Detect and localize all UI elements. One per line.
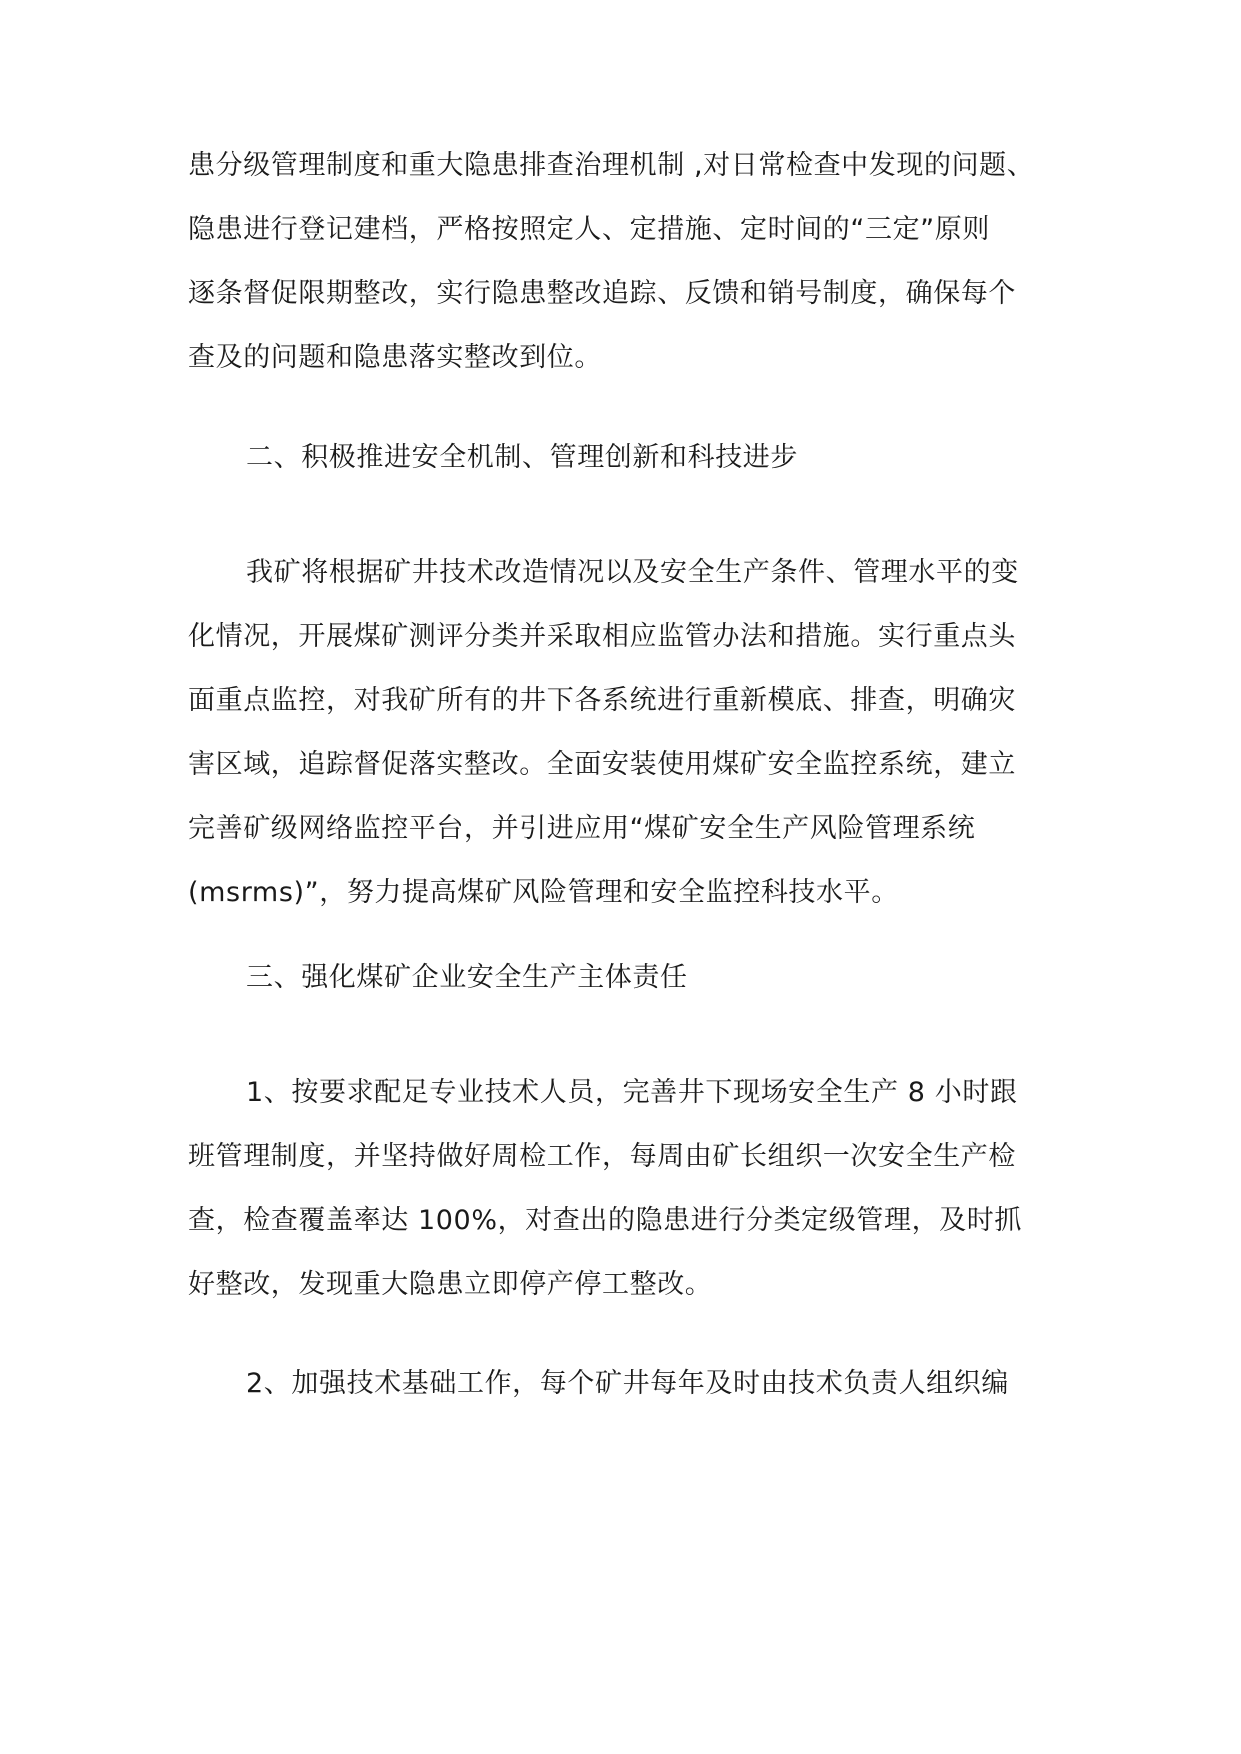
text-line: 查及的问题和隐患落实整改到位。 bbox=[188, 342, 602, 373]
text-line: 2、加强技术基础工作，每个矿井每年及时由技术负责人组织编 bbox=[246, 1368, 1009, 1399]
text-line: 好整改，发现重大隐患立即停产停工整改。 bbox=[188, 1269, 713, 1300]
paragraph-responsibility-1 bbox=[188, 1061, 1058, 1317]
text-line: 害区域，追踪督促落实整改。全面安装使用煤矿安全监控系统，建立 bbox=[188, 749, 1016, 780]
section-heading: 二、积极推进安全机制、管理创新和科技进步 bbox=[246, 442, 798, 473]
paragraph-hazard-management bbox=[188, 134, 1058, 390]
section-heading: 三、强化煤矿企业安全生产主体责任 bbox=[246, 962, 688, 993]
text-line: 查，检查覆盖率达 100%，对查出的隐患进行分类定级管理，及时抓 bbox=[188, 1205, 1022, 1236]
text-line: 面重点监控，对我矿所有的井下各系统进行重新模底、排查，明确灾 bbox=[188, 685, 1016, 716]
text-line: 化情况，开展煤矿测评分类并采取相应监管办法和措施。实行重点头 bbox=[188, 621, 1016, 652]
text-line: (msrms)”，努力提高煤矿风险管理和安全监控科技水平。 bbox=[188, 877, 899, 908]
text-line: 患分级管理制度和重大隐患排查治理机制 ,对日常检查中发现的问题、 bbox=[188, 150, 1035, 181]
text-line: 班管理制度，并坚持做好周检工作，每周由矿长组织一次安全生产检 bbox=[188, 1141, 1016, 1172]
text-line: 完善矿级网络监控平台，并引进应用“煤矿安全生产风险管理系统 bbox=[188, 813, 976, 844]
text-line: 我矿将根据矿井技术改造情况以及安全生产条件、管理水平的变 bbox=[246, 557, 1019, 588]
section-heading-2 bbox=[188, 426, 1058, 490]
paragraph-responsibility-2 bbox=[188, 1352, 1058, 1416]
text-line: 隐患进行登记建档，严格按照定人、定措施、定时间的“三定”原则 bbox=[188, 214, 990, 245]
text-line: 1、按要求配足专业技术人员，完善井下现场安全生产 8 小时跟 bbox=[246, 1077, 1018, 1108]
paragraph-safety-innovation bbox=[188, 541, 1058, 925]
text-line: 逐条督促限期整改，实行隐患整改追踪、反馈和销号制度，确保每个 bbox=[188, 278, 1016, 309]
section-heading-3 bbox=[188, 946, 1058, 1010]
